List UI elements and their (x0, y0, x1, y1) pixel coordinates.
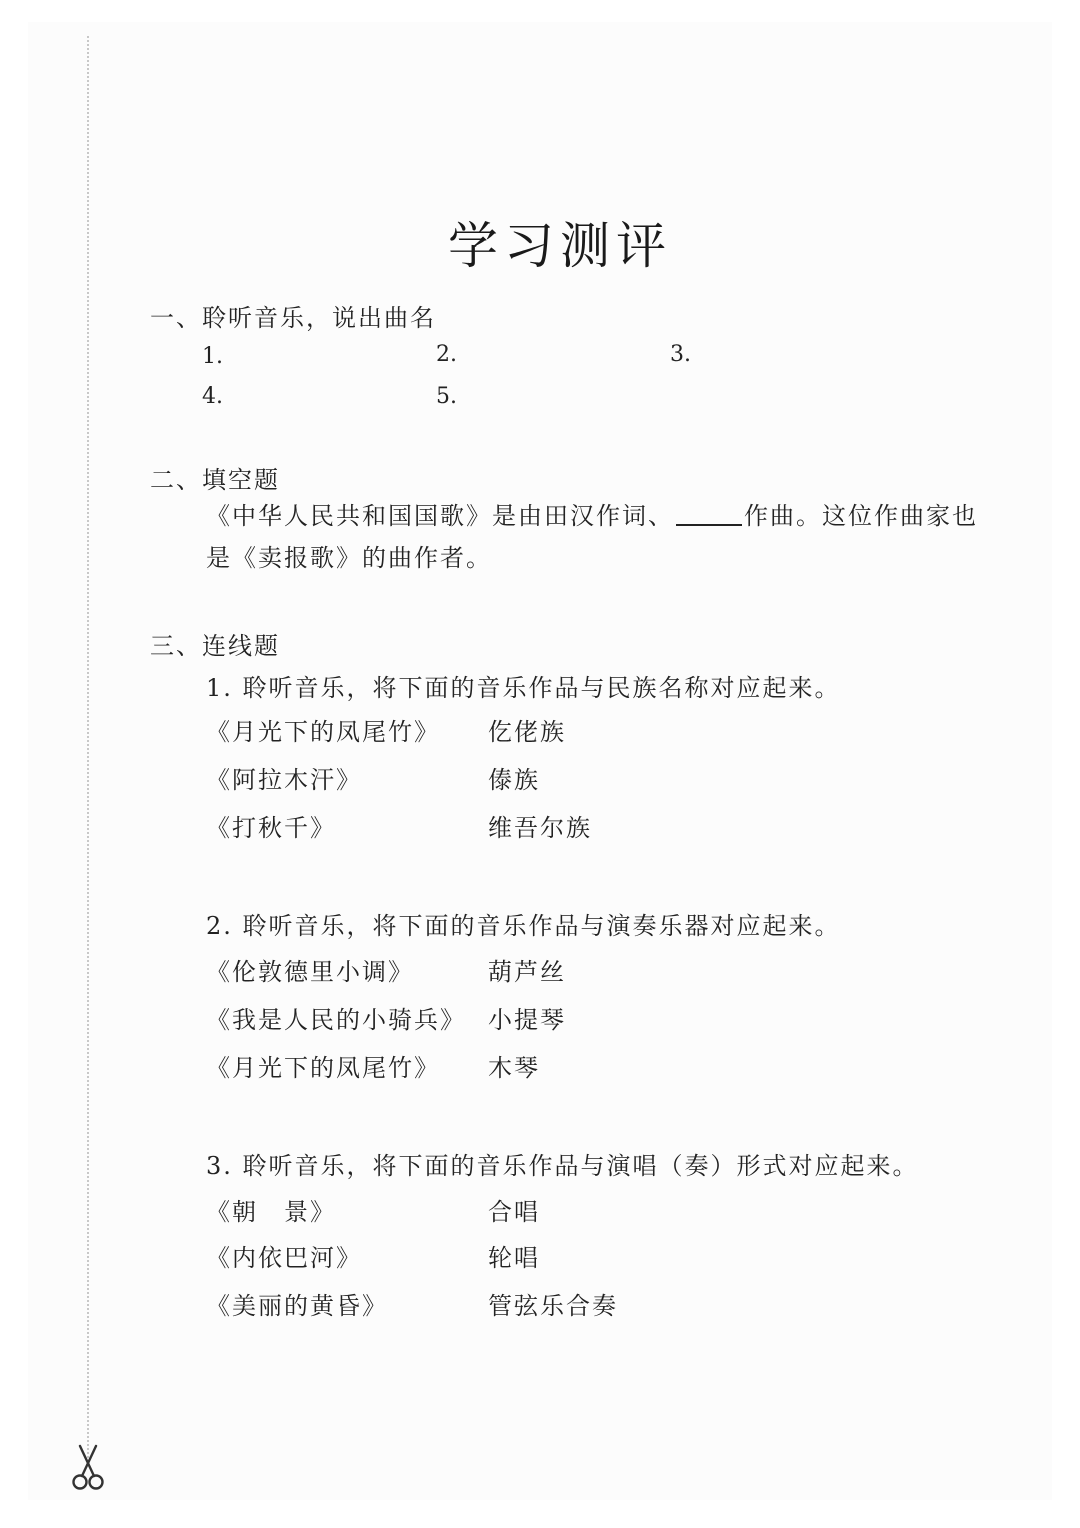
match-work-2-1: 《伦敦德里小调》 (206, 958, 414, 986)
match-option-1-2: 傣族 (488, 766, 540, 794)
match-work-1-1: 《月光下的凤尾竹》 (206, 718, 440, 746)
fill-blank-text-before: 《中华人民共和国国歌》是由田汉作词、 (206, 502, 674, 530)
match-option-2-3: 木琴 (488, 1054, 540, 1082)
listen-item-5: 5. (436, 384, 457, 409)
match-work-2-2: 《我是人民的小骑兵》 (206, 1006, 466, 1034)
fill-blank-line-2: 是《卖报歌》的曲作者。 (206, 544, 492, 572)
match-option-1-3: 维吾尔族 (488, 814, 592, 842)
section3-heading: 三、连线题 (150, 632, 280, 660)
section1-heading: 一、聆听音乐，说出曲名 (150, 304, 436, 332)
match-work-1-3: 《打秋千》 (206, 814, 336, 842)
match-prompt-2: 2. 聆听音乐，将下面的音乐作品与演奏乐器对应起来。 (206, 912, 841, 940)
listen-item-1: 1. (202, 344, 223, 369)
match-option-3-1: 合唱 (488, 1198, 540, 1226)
page-title: 学习测评 (448, 217, 672, 275)
scissors-icon (68, 1444, 108, 1492)
listen-item-2: 2. (436, 342, 457, 367)
match-work-3-2: 《内依巴河》 (206, 1244, 362, 1272)
match-option-2-2: 小提琴 (488, 1006, 566, 1034)
match-work-1-2: 《阿拉木汗》 (206, 766, 362, 794)
listen-item-4: 4. (202, 384, 223, 409)
fill-blank-line-1 (206, 496, 978, 531)
match-work-3-1: 《朝 景》 (206, 1198, 336, 1226)
listen-item-3: 3. (670, 342, 691, 367)
match-option-2-1: 葫芦丝 (488, 958, 566, 986)
match-work-3-3: 《美丽的黄昏》 (206, 1292, 388, 1320)
match-work-2-3: 《月光下的凤尾竹》 (206, 1054, 440, 1082)
match-prompt-3: 3. 聆听音乐，将下面的音乐作品与演唱（奏）形式对应起来。 (206, 1152, 919, 1180)
fill-blank-text-after: 作曲。这位作曲家也 (744, 502, 978, 530)
match-prompt-1: 1. 聆听音乐，将下面的音乐作品与民族名称对应起来。 (206, 674, 841, 702)
match-option-3-3: 管弦乐合奏 (488, 1292, 618, 1320)
section2-heading: 二、填空题 (150, 466, 280, 494)
match-option-3-2: 轮唱 (488, 1244, 540, 1272)
match-option-1-1: 仡佬族 (488, 718, 566, 746)
answer-blank (676, 524, 742, 526)
